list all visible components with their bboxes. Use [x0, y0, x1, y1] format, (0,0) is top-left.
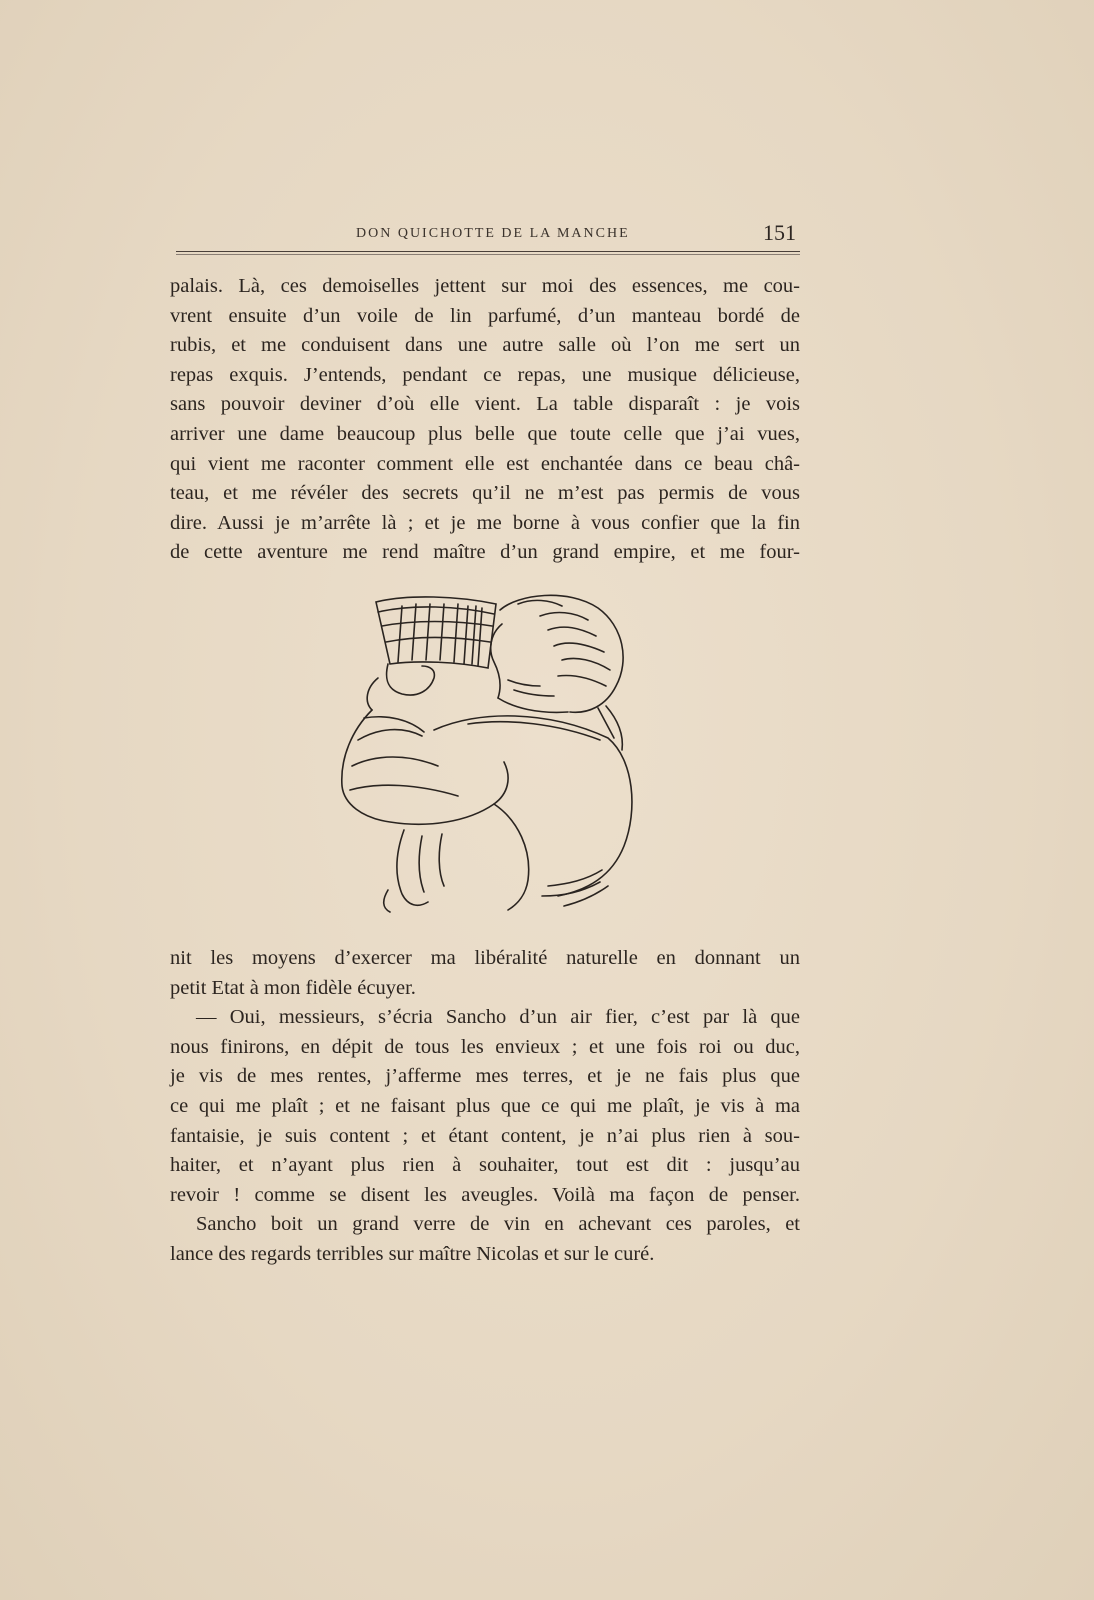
text-line: sans pouvoir deviner d’où elle vient. La table disparaît : je vois	[170, 393, 800, 416]
text-line: Sancho boit un grand verre de vin en achevant ces paroles, et	[196, 1213, 800, 1236]
text-line: je vis de mes rentes, j’afferme mes terres, et je ne fais plus que	[170, 1065, 800, 1088]
running-head	[176, 220, 800, 254]
running-title: DON QUICHOTTE DE LA MANCHE	[356, 226, 630, 241]
text-line: de cette aventure me rend maître d’un grand empire, et me four-	[170, 541, 800, 564]
text-line: rubis, et me conduisent dans une autre salle où l’on me sert un	[170, 334, 800, 357]
drinking-man-engraving-icon	[318, 590, 658, 930]
text-line: nous finirons, en dépit de tous les envieux ; et une fois roi ou duc,	[170, 1035, 800, 1058]
header-rule	[176, 251, 800, 252]
text-line: petit Etat à mon fidèle écuyer.	[170, 976, 416, 999]
text-line: ce qui me plaît ; et ne faisant plus que ce qui me plaît, je vis à ma	[170, 1094, 800, 1117]
text-line: haiter, et n’ayant plus rien à souhaiter, tout est dit : jusqu’au	[170, 1154, 800, 1177]
text-line: arriver une dame beaucoup plus belle que toute celle que j’ai vues,	[170, 422, 800, 445]
paragraph-top	[170, 272, 800, 568]
text-line: teau, et me révéler des secrets qu’il ne m’est pas permis de vous	[170, 482, 800, 505]
text-line: dire. Aussi je m’arrête là ; et je me borne à vous confier que la fin	[170, 511, 800, 534]
text-line: nit les moyens d’exercer ma libéralité naturelle en donnant un	[170, 947, 800, 969]
text-line: palais. Là, ces demoiselles jettent sur moi des essences, me cou-	[170, 275, 800, 297]
paragraph-bottom	[170, 944, 800, 1270]
text-line: qui vient me raconter comment elle est enchantée dans ce beau châ-	[170, 452, 800, 475]
text-line: — Oui, messieurs, s’écria Sancho d’un air fier, c’est par là que	[196, 1006, 800, 1029]
text-line: revoir ! comme se disent les aveugles. Voilà ma façon de penser.	[170, 1183, 800, 1206]
page-number: 151	[763, 220, 796, 245]
header-rule-thin	[176, 254, 800, 255]
text-line: lance des regards terribles sur maître Nicolas et sur le curé.	[170, 1242, 655, 1265]
text-line: fantaisie, je suis content ; et étant content, je n’ai plus rien à sou-	[170, 1124, 800, 1147]
text-line: repas exquis. J’entends, pendant ce repas, une musique délicieuse,	[170, 363, 800, 386]
text-line: vrent ensuite d’un voile de lin parfumé, d’un manteau bordé de	[170, 304, 800, 327]
